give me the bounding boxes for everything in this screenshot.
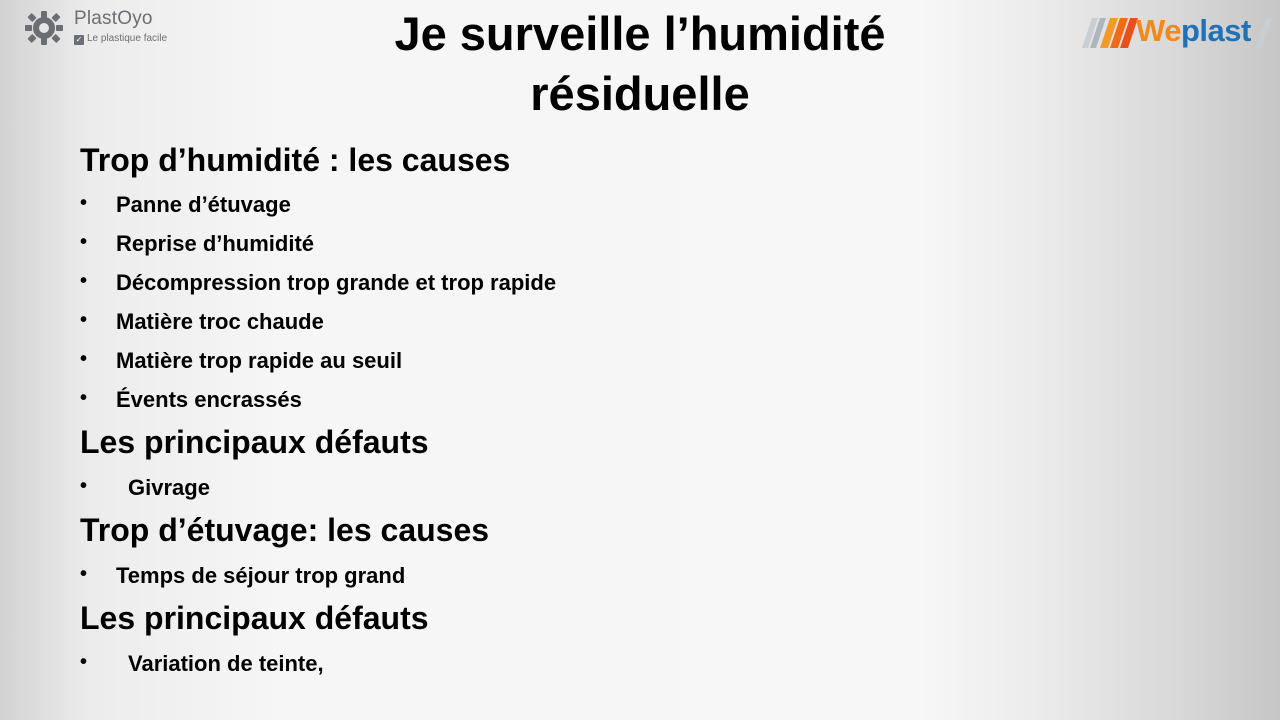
list-item-text: Panne d’étuvage — [116, 192, 291, 217]
weplast-brand-first: We — [1136, 13, 1181, 48]
list-item-text: Reprise d’humidité — [116, 231, 315, 256]
section-heading-main-defects-2: Les principaux défauts — [80, 600, 429, 636]
bullet-dot: • — [80, 475, 88, 497]
plastoyo-tagline-row — [74, 33, 167, 45]
list-item-text: Évents encrassés — [116, 387, 302, 412]
checkbox-icon: ✓ — [75, 35, 83, 44]
list-item-text: Matière troc chaude — [116, 309, 324, 334]
end-slash-icon — [1254, 16, 1274, 50]
weplast-wordmark — [1136, 13, 1251, 49]
plastoyo-tagline: Le plastique facile — [87, 33, 168, 44]
section-heading-humidity-causes: Trop d’humidité : les causes — [80, 142, 511, 178]
list-item-text: Matière trop rapide au seuil — [116, 348, 403, 373]
plastoyo-brand: PlastOyo — [74, 8, 153, 29]
section-heading-drying-causes: Trop d’étuvage: les causes — [80, 512, 490, 548]
list-item-text: Décompression trop grande et trop rapide — [116, 270, 557, 295]
plastoyo-logo — [20, 6, 220, 50]
bullet-dot: • — [80, 231, 88, 253]
bullet-dot: • — [80, 387, 88, 409]
weplast-logo — [1078, 10, 1274, 54]
list-item-text: Temps de séjour trop grand — [116, 563, 406, 588]
bullet-dot: • — [80, 192, 88, 214]
bullet-dot: • — [80, 270, 88, 292]
bullet-dot: • — [80, 563, 88, 585]
list-item-text: Variation de teinte, — [128, 651, 324, 676]
bullet-dot: • — [80, 348, 88, 370]
weplast-brand-rest: plast — [1180, 13, 1251, 48]
list-item-text: Givrage — [128, 475, 210, 500]
title-line-1: Je surveille l’humidité — [394, 7, 886, 60]
bullet-dot: • — [80, 309, 88, 331]
bullet-dot: • — [80, 651, 88, 673]
section-heading-main-defects: Les principaux défauts — [80, 424, 429, 460]
title-line-2: résiduelle — [530, 67, 750, 120]
gear-icon — [20, 8, 70, 48]
slash-stripes-icon — [1078, 16, 1138, 50]
slide-title — [300, 4, 980, 124]
